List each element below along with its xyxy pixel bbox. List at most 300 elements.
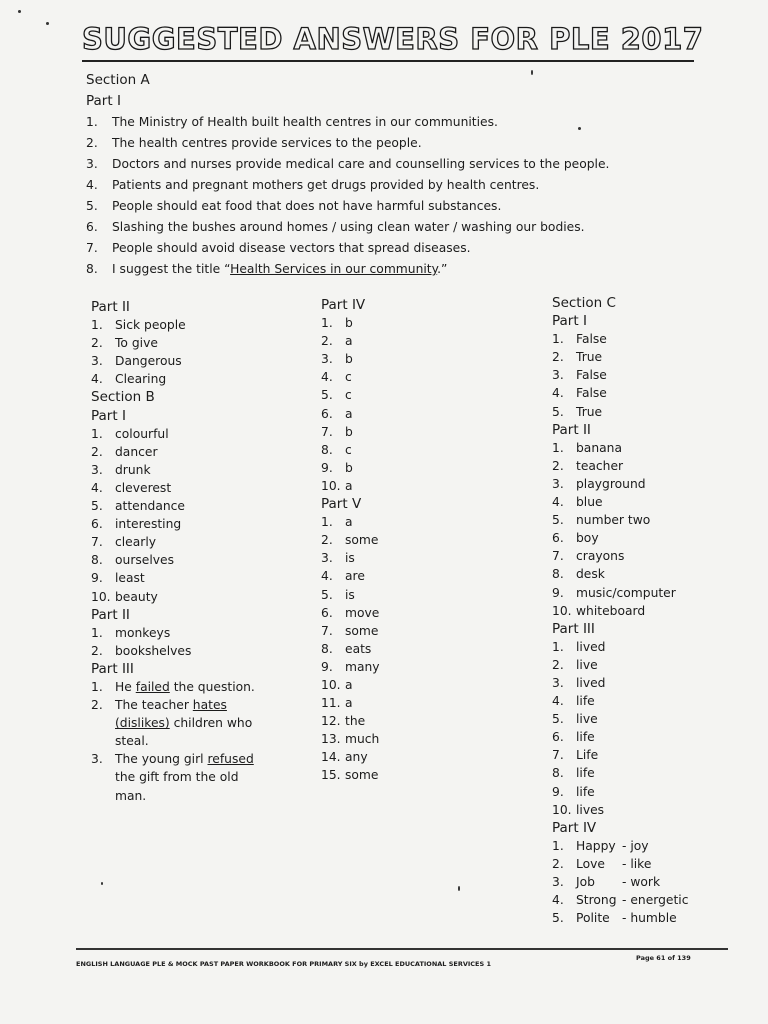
item-number: 1. xyxy=(91,426,103,441)
item-text: The Ministry of Health built health centres in our communities. xyxy=(112,115,498,129)
list-item xyxy=(552,403,752,421)
item-text: Clearing xyxy=(115,372,167,387)
item-text: colourful xyxy=(115,426,169,441)
list-item xyxy=(321,441,511,459)
item-text-prefix: I suggest the title “ xyxy=(112,262,231,276)
list-item xyxy=(321,549,511,567)
item-number: 4. xyxy=(321,569,333,584)
list-item xyxy=(91,678,301,696)
item-text: interesting xyxy=(115,517,182,532)
item-number: 4. xyxy=(552,694,564,709)
item-text: drunk xyxy=(115,462,151,477)
item-text: c xyxy=(345,442,352,457)
section-b-part-1-answers xyxy=(91,425,301,606)
scan-speck xyxy=(458,886,460,891)
item-number: 10. xyxy=(552,603,572,618)
list-item xyxy=(91,533,301,551)
item-number: 4. xyxy=(86,178,98,192)
section-c-part-3-heading: Part III xyxy=(552,620,595,637)
list-item xyxy=(91,352,301,370)
list-item xyxy=(552,511,752,529)
item-text: Doctors and nurses provide medical care and counselling services to the people. xyxy=(112,157,610,171)
list-item xyxy=(321,748,511,766)
item-number: 1. xyxy=(552,639,564,654)
item-text: Life xyxy=(576,748,599,763)
item-text-suffix: .” xyxy=(437,262,448,276)
section-c-heading: Section C xyxy=(552,295,616,311)
item-number: 8. xyxy=(91,553,103,568)
item-number: 3. xyxy=(321,352,333,367)
item-number: 4. xyxy=(552,386,564,401)
list-item xyxy=(552,764,752,782)
item-number: 3. xyxy=(91,752,103,767)
item-number: 11. xyxy=(321,696,341,711)
item-number: 8. xyxy=(86,262,98,276)
section-c-part-4-heading: Part IV xyxy=(552,819,597,836)
footer-rule xyxy=(76,948,728,950)
section-b-part-2-heading: Part II xyxy=(91,606,130,623)
list-item xyxy=(321,314,511,332)
list-item xyxy=(86,196,726,217)
item-text: some xyxy=(345,768,379,783)
item-number: 1. xyxy=(91,625,103,640)
list-item xyxy=(552,710,752,728)
item-number: 10. xyxy=(552,802,572,817)
list-item xyxy=(552,873,752,891)
page-number: Page 61 of 139 xyxy=(636,954,691,962)
section-b-heading: Section B xyxy=(91,389,155,406)
section-c-part-2-answers xyxy=(552,439,752,620)
synonym: - work xyxy=(622,875,661,889)
part-2-heading: Part II xyxy=(91,299,130,315)
item-number: 3. xyxy=(552,368,564,383)
list-item xyxy=(321,459,511,477)
item-number: 4. xyxy=(91,372,103,387)
middle-column xyxy=(321,296,511,785)
part-2-answers xyxy=(91,316,301,388)
title-underline xyxy=(82,60,694,62)
list-item xyxy=(91,443,301,461)
item-text: lives xyxy=(576,802,605,817)
item-number: 9. xyxy=(91,571,103,586)
item-text: lived xyxy=(576,675,606,690)
item-text: eats xyxy=(345,641,372,656)
list-item xyxy=(91,425,301,443)
item-number: 5. xyxy=(552,911,564,926)
section-c-part-2-heading: Part II xyxy=(552,421,591,438)
scan-speck xyxy=(531,70,533,75)
item-number: 2. xyxy=(91,444,103,459)
list-item xyxy=(321,477,511,495)
item-text xyxy=(112,259,447,280)
item-text: a xyxy=(345,334,353,349)
list-item xyxy=(86,112,726,133)
left-column xyxy=(91,298,301,805)
list-item xyxy=(321,658,511,676)
item-number: 5. xyxy=(86,199,98,213)
list-item xyxy=(321,712,511,730)
item-text: a xyxy=(345,515,353,530)
item-text: life xyxy=(576,694,595,709)
item-number: 7. xyxy=(552,748,564,763)
page-title: SUGGESTED ANSWERS FOR PLE 2017 xyxy=(82,22,704,56)
list-item xyxy=(91,370,301,388)
item-number: 5. xyxy=(552,404,564,419)
item-number: 6. xyxy=(552,730,564,745)
item-number: 7. xyxy=(321,623,333,638)
list-item xyxy=(552,674,752,692)
item-number: 1. xyxy=(321,515,333,530)
list-item xyxy=(321,531,511,549)
list-item xyxy=(552,746,752,764)
list-item xyxy=(552,891,752,909)
word: Polite xyxy=(576,911,610,926)
list-item xyxy=(552,529,752,547)
list-item xyxy=(86,238,726,259)
item-text: The health centres provide services to the people. xyxy=(112,136,422,150)
item-number: 1. xyxy=(86,115,98,129)
item-text: is xyxy=(345,587,355,602)
text-after: the gift from the old man. xyxy=(115,770,239,803)
item-number: 7. xyxy=(86,241,98,255)
text-before: The teacher xyxy=(115,698,193,713)
text-after: children who steal. xyxy=(115,716,253,749)
scan-speck xyxy=(46,22,49,25)
list-item xyxy=(552,728,752,746)
underlined-word: refused xyxy=(207,752,254,767)
item-text: the xyxy=(345,714,366,729)
item-number: 4. xyxy=(552,495,564,510)
list-item xyxy=(321,730,511,748)
list-item xyxy=(91,696,301,750)
synonym: - humble xyxy=(622,911,677,926)
text-after: the question. xyxy=(169,679,255,694)
item-text xyxy=(115,678,265,696)
text-before: The young girl xyxy=(115,752,208,767)
item-text: b xyxy=(345,460,353,475)
item-text: To give xyxy=(115,336,158,351)
list-item xyxy=(552,384,752,402)
section-a-part-1-heading: Part I xyxy=(86,93,121,109)
item-number: 4. xyxy=(552,893,564,908)
item-number: 2. xyxy=(552,856,564,871)
list-item xyxy=(552,366,752,384)
item-number: 3. xyxy=(552,476,564,491)
list-item xyxy=(552,565,752,583)
word: Happy xyxy=(576,838,616,853)
item-number: 1. xyxy=(552,838,564,853)
item-text: b xyxy=(345,352,353,367)
item-text: move xyxy=(345,605,380,620)
item-number: 1. xyxy=(321,316,333,331)
word: Love xyxy=(576,856,606,871)
list-item xyxy=(552,692,752,710)
item-text: Dangerous xyxy=(115,354,182,369)
item-number: 3. xyxy=(321,551,333,566)
item-text: least xyxy=(115,571,145,586)
underlined-word: (dislikes) xyxy=(115,716,170,731)
item-number: 4. xyxy=(321,370,333,385)
item-text: c xyxy=(345,370,352,385)
list-item xyxy=(86,259,726,280)
synonym: - energetic xyxy=(622,893,689,908)
item-number: 3. xyxy=(552,675,564,690)
list-item xyxy=(552,457,752,475)
item-number: 1. xyxy=(91,679,103,694)
item-number: 6. xyxy=(321,605,333,620)
item-text: any xyxy=(345,750,368,765)
item-number: 6. xyxy=(86,220,98,234)
item-text: whiteboard xyxy=(576,603,646,618)
item-text: number two xyxy=(576,513,651,528)
item-text: music/computer xyxy=(576,585,676,600)
list-item xyxy=(321,640,511,658)
text-before: He xyxy=(115,679,136,694)
item-number: 9. xyxy=(321,460,333,475)
item-number: 7. xyxy=(321,424,333,439)
list-item xyxy=(91,515,301,533)
list-item xyxy=(552,475,752,493)
list-item xyxy=(91,624,301,642)
list-item xyxy=(552,801,752,819)
item-number: 2. xyxy=(86,136,98,150)
list-item xyxy=(552,837,752,855)
list-item xyxy=(91,334,301,352)
list-item xyxy=(321,586,511,604)
item-text: Slashing the bushes around homes / using clean water / washing our bodies. xyxy=(112,220,585,234)
item-text: a xyxy=(345,406,353,421)
list-item xyxy=(321,513,511,531)
item-number: 1. xyxy=(91,318,103,333)
section-b-part-3-answers xyxy=(91,678,301,805)
item-text: are xyxy=(345,569,365,584)
item-number: 14. xyxy=(321,750,341,765)
item-number: 5. xyxy=(321,388,333,403)
scan-speck xyxy=(101,882,103,885)
underlined-word: hates xyxy=(192,698,227,713)
item-number: 1. xyxy=(552,440,564,455)
list-item xyxy=(321,676,511,694)
part-4-heading: Part IV xyxy=(321,297,366,313)
item-number: 9. xyxy=(552,784,564,799)
item-number: 6. xyxy=(552,531,564,546)
underlined-word: failed xyxy=(135,679,170,694)
list-item xyxy=(552,656,752,674)
list-item xyxy=(91,461,301,479)
list-item xyxy=(552,547,752,565)
list-item xyxy=(321,766,511,784)
item-text: beauty xyxy=(115,589,158,604)
item-text: much xyxy=(345,732,380,747)
section-b-part-3-heading: Part III xyxy=(91,660,134,677)
item-text: c xyxy=(345,388,352,403)
list-item xyxy=(321,386,511,404)
item-text: is xyxy=(345,551,355,566)
list-item xyxy=(552,638,752,656)
item-text: many xyxy=(345,659,380,674)
item-text: monkeys xyxy=(115,625,171,640)
item-text: crayons xyxy=(576,549,625,564)
part-5-heading: Part V xyxy=(321,496,362,513)
list-item xyxy=(321,350,511,368)
list-item xyxy=(552,909,752,927)
footer-publisher: ENGLISH LANGUAGE PLE & MOCK PAST PAPER WORKBOOK FOR PRIMARY SIX by EXCEL EDUCATIONAL SERVICES 1 xyxy=(76,960,491,968)
item-number: 8. xyxy=(552,567,564,582)
synonym: - like xyxy=(622,856,652,871)
list-item xyxy=(91,588,301,606)
item-text: life xyxy=(576,730,595,745)
part-5-answers xyxy=(321,513,511,784)
item-text: bookshelves xyxy=(115,643,192,658)
item-text xyxy=(115,750,265,804)
item-text: People should avoid disease vectors that spread diseases. xyxy=(112,241,471,255)
item-text: True xyxy=(576,350,603,365)
item-text: a xyxy=(345,478,353,493)
item-number: 10. xyxy=(321,677,341,692)
item-text: clearly xyxy=(115,535,157,550)
list-item xyxy=(552,330,752,348)
list-item xyxy=(321,567,511,585)
list-item xyxy=(552,439,752,457)
item-text: False xyxy=(576,368,607,383)
item-text: boy xyxy=(576,531,599,546)
item-number: 3. xyxy=(91,354,103,369)
list-item xyxy=(321,368,511,386)
item-text: attendance xyxy=(115,499,185,514)
item-number: 8. xyxy=(552,766,564,781)
item-number: 7. xyxy=(91,535,103,550)
scan-speck xyxy=(578,127,581,130)
list-item xyxy=(86,217,726,238)
list-item xyxy=(321,405,511,423)
section-a xyxy=(86,70,726,280)
word: Job xyxy=(576,875,595,889)
item-number: 9. xyxy=(552,585,564,600)
item-number: 4. xyxy=(91,480,103,495)
item-text: False xyxy=(576,386,607,401)
item-text: lived xyxy=(576,639,606,654)
item-number: 15. xyxy=(321,768,341,783)
item-number: 1. xyxy=(552,332,564,347)
item-number: 5. xyxy=(552,513,564,528)
item-text: True xyxy=(576,404,603,419)
section-c-part-1-heading: Part I xyxy=(552,313,587,330)
item-text: False xyxy=(576,332,607,347)
item-text: b xyxy=(345,424,353,439)
item-number: 10. xyxy=(321,478,341,493)
right-column xyxy=(552,294,752,927)
item-number: 3. xyxy=(86,157,98,171)
list-item xyxy=(321,622,511,640)
list-item xyxy=(91,497,301,515)
item-text: cleverest xyxy=(115,480,172,495)
section-c-part-1-answers xyxy=(552,330,752,420)
section-b-part-2-answers xyxy=(91,624,301,660)
item-text: blue xyxy=(576,495,603,510)
item-number: 6. xyxy=(91,517,103,532)
list-item xyxy=(91,569,301,587)
list-item xyxy=(552,783,752,801)
item-text: a xyxy=(345,677,353,692)
item-number: 3. xyxy=(91,462,103,477)
item-text: dancer xyxy=(115,444,158,459)
item-number: 2. xyxy=(91,698,103,713)
item-number: 2. xyxy=(552,657,564,672)
item-text: some xyxy=(345,533,379,548)
list-item xyxy=(91,551,301,569)
section-c-part-3-answers xyxy=(552,638,752,819)
item-number: 2. xyxy=(552,350,564,365)
item-text: live xyxy=(576,712,598,727)
suggested-title: Health Services in our community xyxy=(230,262,438,276)
item-number: 2. xyxy=(91,336,103,351)
list-item xyxy=(86,175,726,196)
section-a-heading: Section A xyxy=(86,72,150,88)
item-text: life xyxy=(576,766,595,781)
item-text: People should eat food that does not have harmful substances. xyxy=(112,199,502,213)
item-text xyxy=(115,696,265,750)
item-number: 5. xyxy=(91,499,103,514)
part-4-answers xyxy=(321,314,511,495)
list-item xyxy=(552,584,752,602)
item-number: 5. xyxy=(552,712,564,727)
section-c-part-4-answers xyxy=(552,837,752,927)
item-number: 2. xyxy=(91,643,103,658)
item-number: 12. xyxy=(321,714,341,729)
item-text: b xyxy=(345,316,353,331)
item-text: some xyxy=(345,623,379,638)
section-b-part-1-heading: Part I xyxy=(91,407,126,424)
list-item xyxy=(91,316,301,334)
list-item xyxy=(86,133,726,154)
scan-speck xyxy=(18,10,21,13)
item-text: Sick people xyxy=(115,318,186,333)
section-a-answers xyxy=(86,112,726,259)
item-number: 7. xyxy=(552,549,564,564)
item-number: 5. xyxy=(321,587,333,602)
item-number: 13. xyxy=(321,732,341,747)
list-item xyxy=(321,694,511,712)
item-number: 2. xyxy=(321,533,333,548)
list-item xyxy=(552,855,752,873)
item-text: Patients and pregnant mothers get drugs provided by health centres. xyxy=(112,178,540,192)
item-text: live xyxy=(576,657,598,672)
list-item xyxy=(552,602,752,620)
list-item xyxy=(91,642,301,660)
word: Strong xyxy=(576,893,617,908)
item-text: life xyxy=(576,784,595,799)
item-text: desk xyxy=(576,567,605,582)
list-item xyxy=(321,423,511,441)
list-item xyxy=(86,154,726,175)
item-number: 2. xyxy=(552,458,564,473)
item-text: a xyxy=(345,696,353,711)
item-number: 3. xyxy=(552,875,564,889)
item-number: 6. xyxy=(321,406,333,421)
list-item xyxy=(91,750,301,804)
list-item xyxy=(552,348,752,366)
item-number: 8. xyxy=(321,442,333,457)
item-text: ourselves xyxy=(115,553,175,568)
list-item xyxy=(321,332,511,350)
item-number: 10. xyxy=(91,589,111,604)
item-number: 8. xyxy=(321,641,333,656)
list-item xyxy=(321,604,511,622)
item-number: 2. xyxy=(321,334,333,349)
item-text: teacher xyxy=(576,458,624,473)
item-number: 9. xyxy=(321,659,333,674)
list-item xyxy=(91,479,301,497)
